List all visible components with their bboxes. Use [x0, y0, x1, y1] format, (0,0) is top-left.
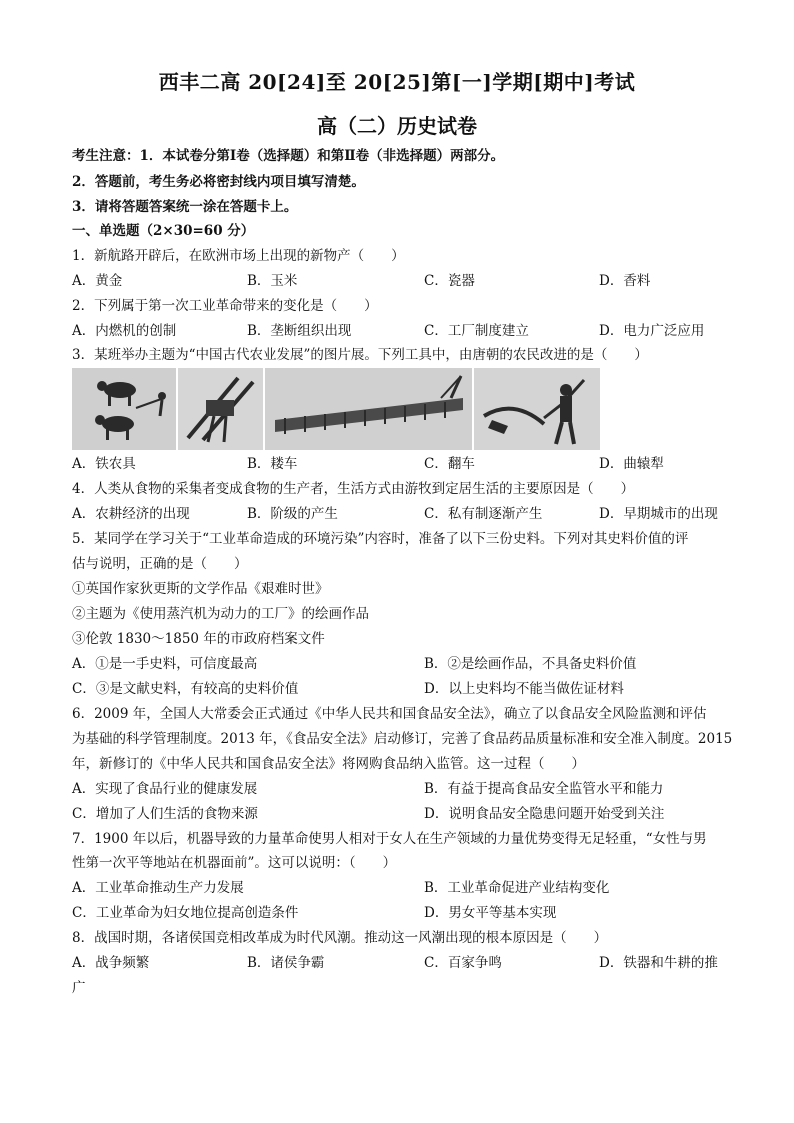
- q5-option-a: A．①是一手史料，可信度最高: [72, 656, 258, 672]
- q4-option-a: A．农耕经济的出现: [72, 506, 190, 522]
- q8-option-a: A．战争频繁: [72, 955, 150, 971]
- q3-option-c: C．翻车: [424, 456, 475, 472]
- q6-stem-line2: 为基础的科学管理制度。2013 年，《食品安全法》启动修订，完善了食品药品质量标准和安全准入制度。2015: [72, 731, 733, 747]
- q4-option-d: D．早期城市的出现: [599, 506, 718, 522]
- q5-stem-line1: 5．某同学在学习关于“工业革命造成的环境污染”内容时，准备了以下三份史料。下列对其史料价值的评: [72, 531, 689, 547]
- q5-item-2: ②主题为《使用蒸汽机为动力的工厂》的绘画作品: [72, 606, 369, 622]
- q6-option-d: D．说明食品安全隐患问题开始受到关注: [424, 806, 665, 822]
- q1-option-a: A．黄金: [72, 273, 123, 289]
- q5-option-d: D．以上史料均不能当做佐证材料: [424, 681, 624, 697]
- q2-option-d: D．电力广泛应用: [599, 323, 705, 339]
- q4-stem: 4．人类从食物的采集者变成食物的生产者，生活方式由游牧到定居生活的主要原因是（ ）: [72, 481, 635, 497]
- note-1: 考生注意：1．本试卷分第Ⅰ卷（选择题）和第Ⅱ卷（非选择题）两部分。: [72, 148, 505, 164]
- q7-option-c: C．工业革命为妇女地位提高创造条件: [72, 905, 299, 921]
- exam-subtitle: 高（二）历史试卷: [317, 114, 477, 138]
- q1-option-b: B．玉米: [247, 273, 298, 289]
- q6-stem-line1: 6．2009 年，全国人大常委会正式通过《中华人民共和国食品安全法》，确立了以食品安全风险监测和评估: [72, 706, 707, 722]
- q7-stem-line1: 7．1900 年以后，机器导致的力量革命使男人相对于女人在生产领域的力量优势变得无足轻重，“女性与男: [72, 831, 707, 847]
- q4-option-b: B．阶级的产生: [247, 506, 338, 522]
- q1-stem: 1．新航路开辟后，在欧洲市场上出现的新物产（ ）: [72, 248, 405, 264]
- q8-option-c: C．百家争鸣: [424, 955, 502, 971]
- note-2: 2．答题前，考生务必将密封线内项目填写清楚。: [72, 174, 365, 190]
- q6-option-c: C．增加了人们生活的食物来源: [72, 806, 258, 822]
- q7-option-b: B．工业革命促进产业结构变化: [424, 880, 610, 896]
- note-3: 3．请将答题答案统一涂在答题卡上。: [72, 199, 298, 215]
- q8-stem: 8．战国时期，各诸侯国竞相改革成为时代风潮。推动这一风潮出现的根本原因是（ ）: [72, 930, 608, 946]
- q2-option-c: C．工厂制度建立: [424, 323, 529, 339]
- farm-tools-images: [72, 368, 600, 450]
- q2-option-b: B．垄断组织出现: [247, 323, 352, 339]
- q3-option-a: A．铁农具: [72, 456, 136, 472]
- q5-item-1: ①英国作家狄更斯的文学作品《艰难时世》: [72, 581, 329, 597]
- section-heading: 一、单选题（2×30=60 分）: [72, 223, 255, 239]
- curved-shaft-plow-image: [474, 368, 600, 450]
- q1-option-c: C．瓷器: [424, 273, 475, 289]
- q5-option-c: C．③是文献史料，有较高的史料价值: [72, 681, 299, 697]
- q7-option-d: D．男女平等基本实现: [424, 905, 557, 921]
- square-pallet-chain-pump-image: [265, 368, 472, 450]
- q3-option-b: B．耧车: [247, 456, 298, 472]
- q8-option-b: B．诸侯争霸: [247, 955, 325, 971]
- q6-option-a: A．实现了食品行业的健康发展: [72, 781, 258, 797]
- q5-option-b: B．②是绘画作品，不具备史料价值: [424, 656, 637, 672]
- q8-option-d: D．铁器和牛耕的推: [599, 955, 718, 971]
- q6-option-b: B．有益于提高食品安全监管水平和能力: [424, 781, 664, 797]
- q7-stem-line2: 性第一次平等地站在机器面前”。这可以说明：（ ）: [72, 855, 397, 871]
- exam-title: 西丰二高 20[24]至 20[25]第[一]学期[期中]考试: [158, 70, 636, 94]
- seed-drill-image: [178, 368, 264, 450]
- q3-stem: 3．某班举办主题为“中国古代农业发展”的图片展。下列工具中，由唐朝的农民改进的是（ ）: [72, 347, 648, 363]
- q4-option-c: C．私有制逐渐产生: [424, 506, 543, 522]
- q5-item-3: ③伦敦 1830～1850 年的市政府档案文件: [72, 631, 325, 647]
- q3-option-d: D．曲辕犁: [599, 456, 664, 472]
- q2-stem: 2．下列属于第一次工业革命带来的变化是（ ）: [72, 298, 378, 314]
- q6-stem-line3: 年，新修订的《中华人民共和国食品安全法》将网购食品纳入监管。这一过程（ ）: [72, 756, 585, 772]
- q8-option-d-continued: 广: [72, 980, 86, 996]
- q2-option-a: A．内燃机的创制: [72, 323, 177, 339]
- q1-option-d: D．香料: [599, 273, 651, 289]
- q7-option-a: A．工业革命推动生产力发展: [72, 880, 244, 896]
- ox-plowing-image: [72, 368, 176, 450]
- q5-stem-line2: 估与说明，正确的是（ ）: [72, 556, 248, 572]
